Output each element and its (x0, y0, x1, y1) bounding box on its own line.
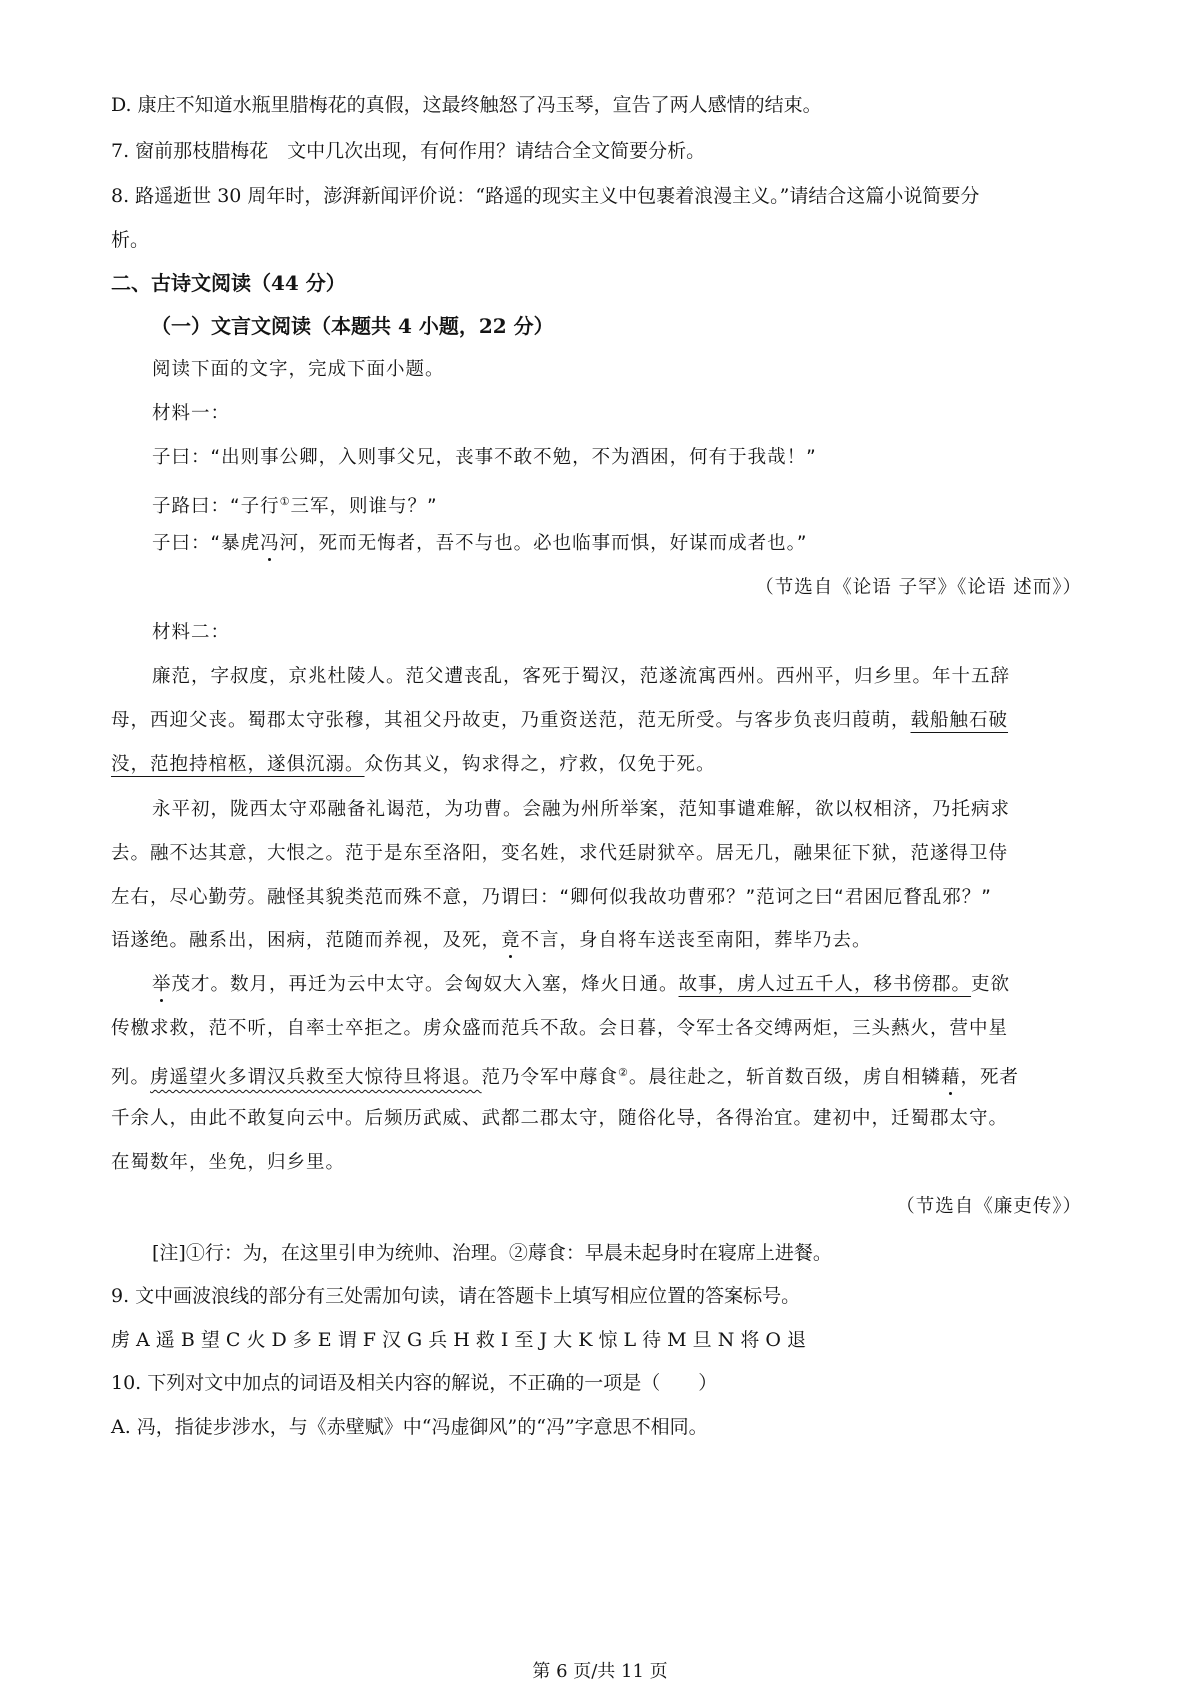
material-2-label: 材料二： (152, 622, 231, 643)
underlined-sentence: 载船触石破 (910, 710, 1009, 731)
question-8-line-1: 8. 路遥逝世 30 周年时，澎湃新闻评价说：“路遥的现实主义中包裹着浪漫主义。”请结合这篇小说简要分 (111, 185, 980, 207)
material-1-line-1: 子曰：“出则事公卿，入则事父兄，丧事不敢不勉，不为酒困，何有于我哉！” (152, 447, 817, 468)
material-2-p3-line-1: 举茂才。数月，再迁为云中太守。会匈奴大入塞，烽火日通。故事，虏人过五千人，移书傍郡。吏欲 (152, 974, 1011, 995)
annotation-note: [注]①行：为，在这里引申为统帅、治理。②蓐食：早晨未起身时在寝席上进餐。 (152, 1242, 832, 1264)
material-1-line-3: 子曰：“暴虎冯河，死而无悔者，吾不与也。必也临事而惧，好谋而成者也。” (152, 533, 808, 554)
material-2-p1-line-2: 母，西迎父丧。蜀郡太守张穆，其祖父丹故吏，乃重资送范，范无所受。与客步负丧归葭萌，载船触石破 (111, 710, 1009, 731)
wavy-underlined-sentence: 虏遥望火多谓汉兵救至大惊待旦将退。 (150, 1067, 482, 1089)
dotted-char: 竟 (501, 930, 521, 951)
material-1-source: （节选自《论语 子罕》《论语 述而》） (755, 577, 1082, 598)
material-2-p3-line-2: 传檄求救，范不听，自率士卒拒之。虏众盛而范兵不敌。会日暮，令军士各交缚两炬，三头爇火，营中星 (111, 1018, 1009, 1039)
reading-instruction: 阅读下面的文字，完成下面小题。 (152, 359, 445, 380)
material-2-p2-line-3: 左右，尽心勤劳。融怪其貌类范而殊不意，乃谓曰：“卿何似我故功曹邪？”范诃之曰“君困厄瞀乱邪？” (111, 887, 992, 908)
dotted-char: 冯 (260, 533, 280, 554)
question-10: 10. 下列对文中加点的词语及相关内容的解说，不正确的一项是（ ） (111, 1372, 718, 1394)
material-2-p2-line-1: 永平初，陇西太守邓融备礼谒范，为功曹。会融为州所举案，范知事谴难解，欲以权相济，乃托病求 (152, 799, 1011, 820)
material-2-p1-line-1: 廉范，字叔度，京兆杜陵人。范父遭丧乱，客死于蜀汉，范遂流寓西州。西州平，归乡里。年十五辞 (152, 666, 1011, 687)
underlined-sentence: 故事，虏人过五千人，移书傍郡。 (678, 974, 972, 995)
material-2-p3-line-5: 在蜀数年，坐免，归乡里。 (111, 1152, 346, 1173)
page-footer: 第 6 页/共 11 页 (532, 1661, 668, 1682)
question-7: 7. 窗前那枝腊梅花 文中几次出现，有何作用？请结合全文简要分析。 (111, 140, 706, 162)
section-2-title: 二、古诗文阅读（44 分） (111, 271, 346, 295)
material-2-source: （节选自《廉吏传》） (896, 1196, 1082, 1217)
material-2-p1-line-3: 没，范抱持棺柩，遂俱沉溺。众伤其义，钩求得之，疗救，仅免于死。 (111, 754, 716, 775)
question-8-line-2: 析。 (111, 229, 150, 251)
question-9: 9. 文中画波浪线的部分有三处需加句读，请在答题卡上填写相应位置的答案标号。 (111, 1285, 801, 1307)
material-1-line-2: 子路曰：“子行①三军，则谁与？” (152, 495, 438, 518)
material-2-p3-line-4: 千余人，由此不敢复向云中。后频历武威、武都二郡太守，随俗化导，各得治宜。建初中，迁蜀郡太守。 (111, 1108, 1009, 1129)
question-10-option-a: A. 冯，指徒步涉水，与《赤壁赋》中“冯虚御风”的“冯”字意思不相同。 (111, 1416, 708, 1438)
dotted-char: 藉 (940, 1067, 961, 1089)
dotted-char: 举 (152, 974, 172, 995)
material-1-label: 材料一： (152, 403, 231, 424)
material-2-p3-line-3: 列。虏遥望火多谓汉兵救至大惊待旦将退。范乃令军中蓐食②。晨往赴之，斩首数百级，虏自相辚藉，死者 (111, 1066, 1019, 1089)
question-9-options: 虏 A 遥 B 望 C 火 D 多 E 谓 F 汉 G 兵 H 救 I 至 J 大 K 惊 L 待 M 旦 N 将 O 退 (111, 1329, 807, 1351)
question-6-option-d: D. 康庄不知道水瓶里腊梅花的真假，这最终触怒了冯玉琴，宣告了两人感情的结束。 (111, 94, 822, 116)
material-2-p2-line-2: 去。融不达其意，大恨之。范于是东至洛阳，变名姓，求代廷尉狱卒。居无几，融果征下狱，范遂得卫侍 (111, 843, 1009, 864)
underlined-sentence: 没，范抱持棺柩，遂俱沉溺。 (111, 754, 365, 775)
subsection-1-title: （一）文言文阅读（本题共 4 小题，22 分） (151, 314, 554, 338)
material-2-p2-line-4: 语遂绝。融系出，困病，范随而养视，及死，竟不言，身自将车送丧至南阳，葬毕乃去。 (111, 930, 872, 951)
